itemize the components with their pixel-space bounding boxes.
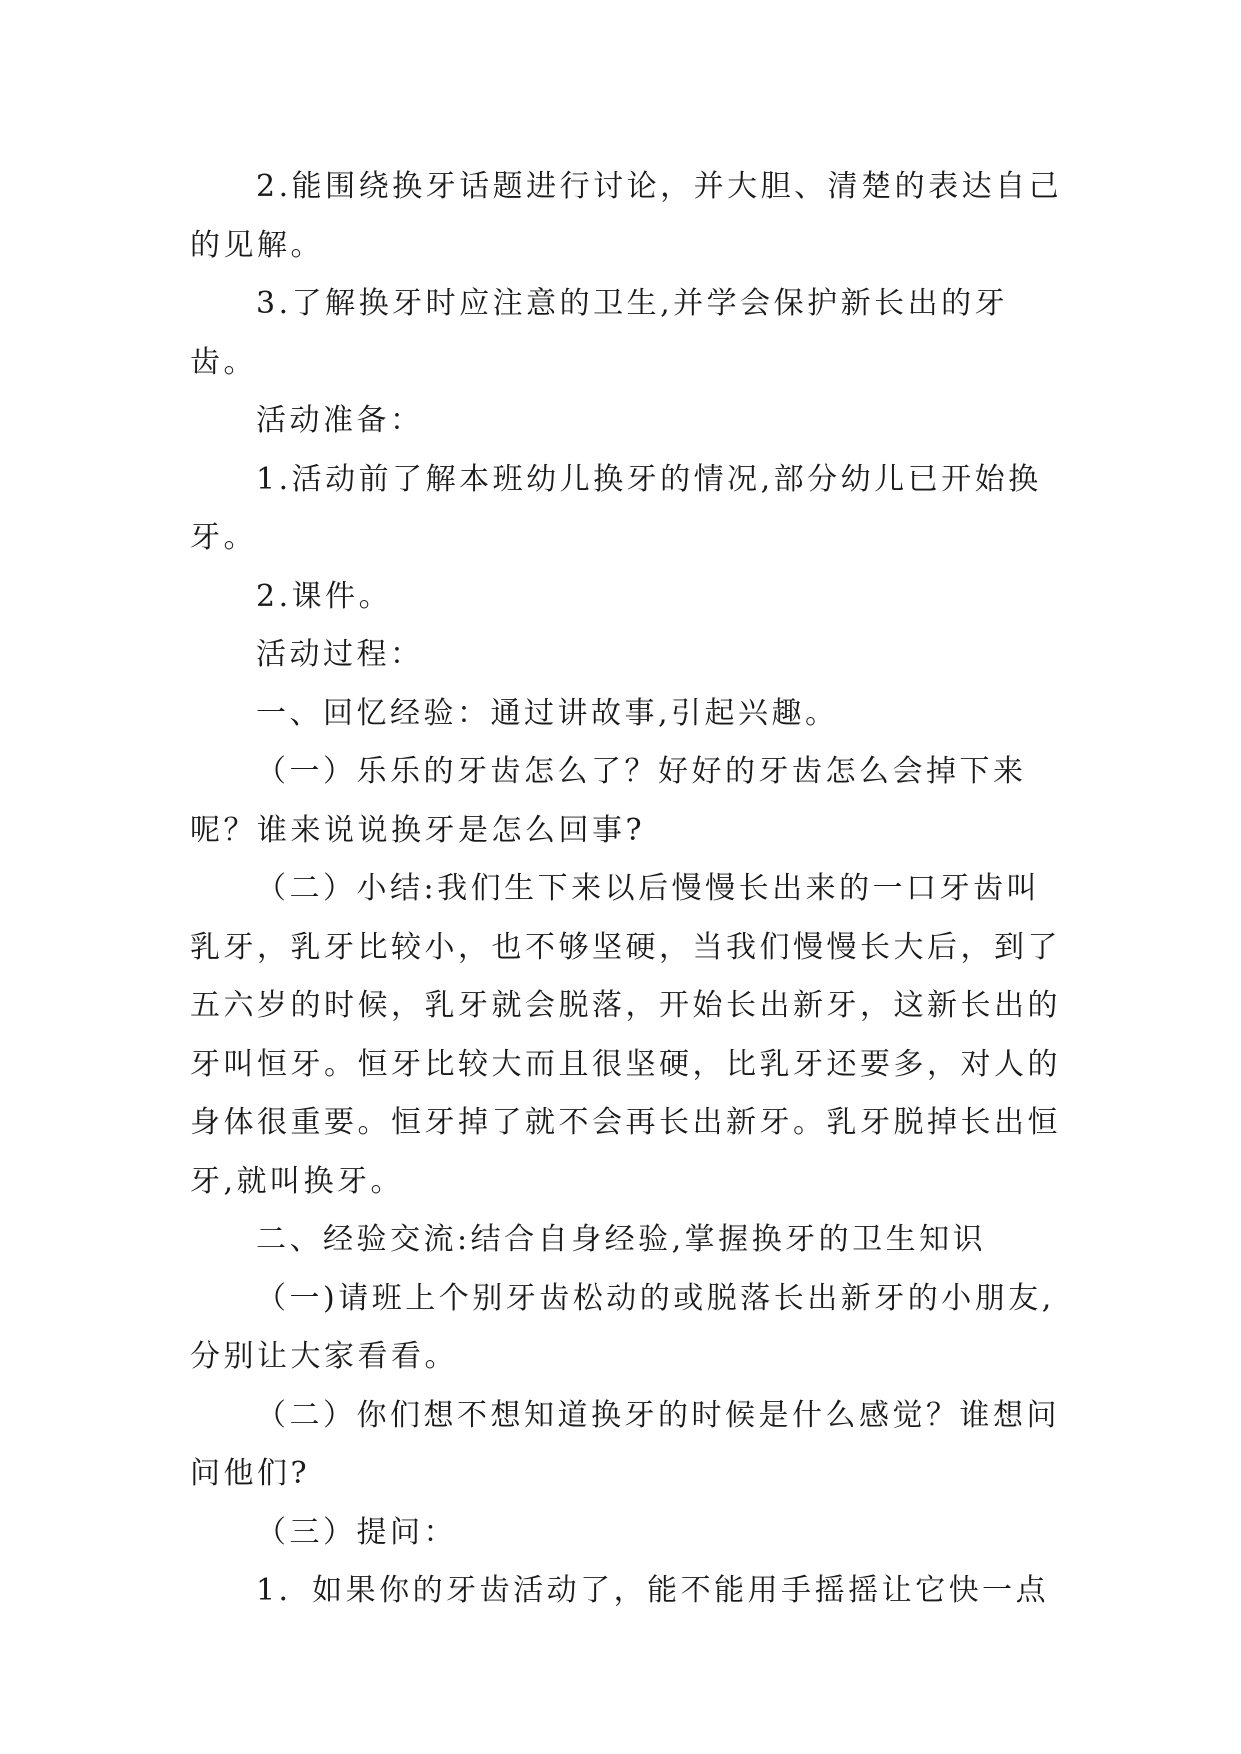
text-line: 分别让大家看看。 [190, 1339, 458, 1374]
text-line: 一、回忆经验：通过讲故事,引起兴趣。 [256, 695, 839, 731]
text-line: 乳牙，乳牙比较小，也不够坚硬，当我们慢慢长大后，到了 [190, 929, 1061, 965]
paragraph [190, 158, 1070, 275]
text-line: （一）乐乐的牙齿怎么了？好好的牙齿怎么会掉下来 [256, 754, 1027, 789]
text-line: （二）你们想不想知道换牙的时候是什么感觉？谁想问 [256, 1397, 1060, 1433]
text-line: 3.了解换牙时应注意的卫生,并学会保护新长出的牙齿。 [190, 286, 1009, 380]
text-line: （一)请班上个别牙齿松动的或脱落长出新牙的小朋友, [256, 1280, 1055, 1316]
text-line: 五六岁的时候，乳牙就会脱落，开始长出新牙，这新长出的 [190, 988, 1061, 1023]
text-line: 2.能围绕换牙话题进行讨论，并大胆、清楚的表达自己 [256, 169, 1063, 204]
text-line: 呢？谁来说说换牙是怎么回事? [190, 812, 646, 848]
paragraph [190, 743, 1070, 860]
text-line: 活动准备： [256, 403, 424, 438]
paragraph [190, 451, 1070, 568]
text-line: 二、经验交流:结合自身经验,掌握换牙的卫生知识 [256, 1222, 987, 1257]
paragraph [190, 275, 1070, 392]
paragraph [190, 860, 1070, 1211]
text-line: 2.课件。 [256, 578, 393, 614]
text-line: 牙。 [190, 520, 257, 555]
text-line: 1.活动前了解本班幼儿换牙的情况,部分幼儿已开始换 [256, 461, 1042, 497]
text-line: 的见解。 [190, 227, 324, 263]
paragraph [190, 1504, 1070, 1563]
text-line: 牙叫恒牙。恒牙比较大而且很坚硬，比乳牙还要多，对人的 [190, 1046, 1061, 1082]
document-body [190, 158, 1070, 1621]
paragraph [190, 1387, 1070, 1504]
paragraph [190, 626, 1070, 685]
text-line: 牙,就叫换牙。 [190, 1163, 405, 1199]
text-line: 活动过程： [256, 637, 424, 672]
text-line: 身体很重要。恒牙掉了就不会再长出新牙。乳牙脱掉长出恒 [190, 1105, 1061, 1140]
paragraph [190, 685, 1070, 744]
paragraph [190, 1562, 1070, 1621]
paragraph [190, 1211, 1070, 1270]
text-line: 问他们? [190, 1456, 311, 1491]
text-line: 1．如果你的牙齿活动了，能不能用手摇摇让它快一点 [256, 1573, 1050, 1608]
paragraph [190, 1270, 1070, 1387]
text-line: （二）小结:我们生下来以后慢慢长出来的一口牙齿叫 [256, 871, 1041, 906]
paragraph [190, 568, 1070, 627]
paragraph [190, 392, 1070, 451]
text-line: （三）提问： [256, 1514, 457, 1550]
